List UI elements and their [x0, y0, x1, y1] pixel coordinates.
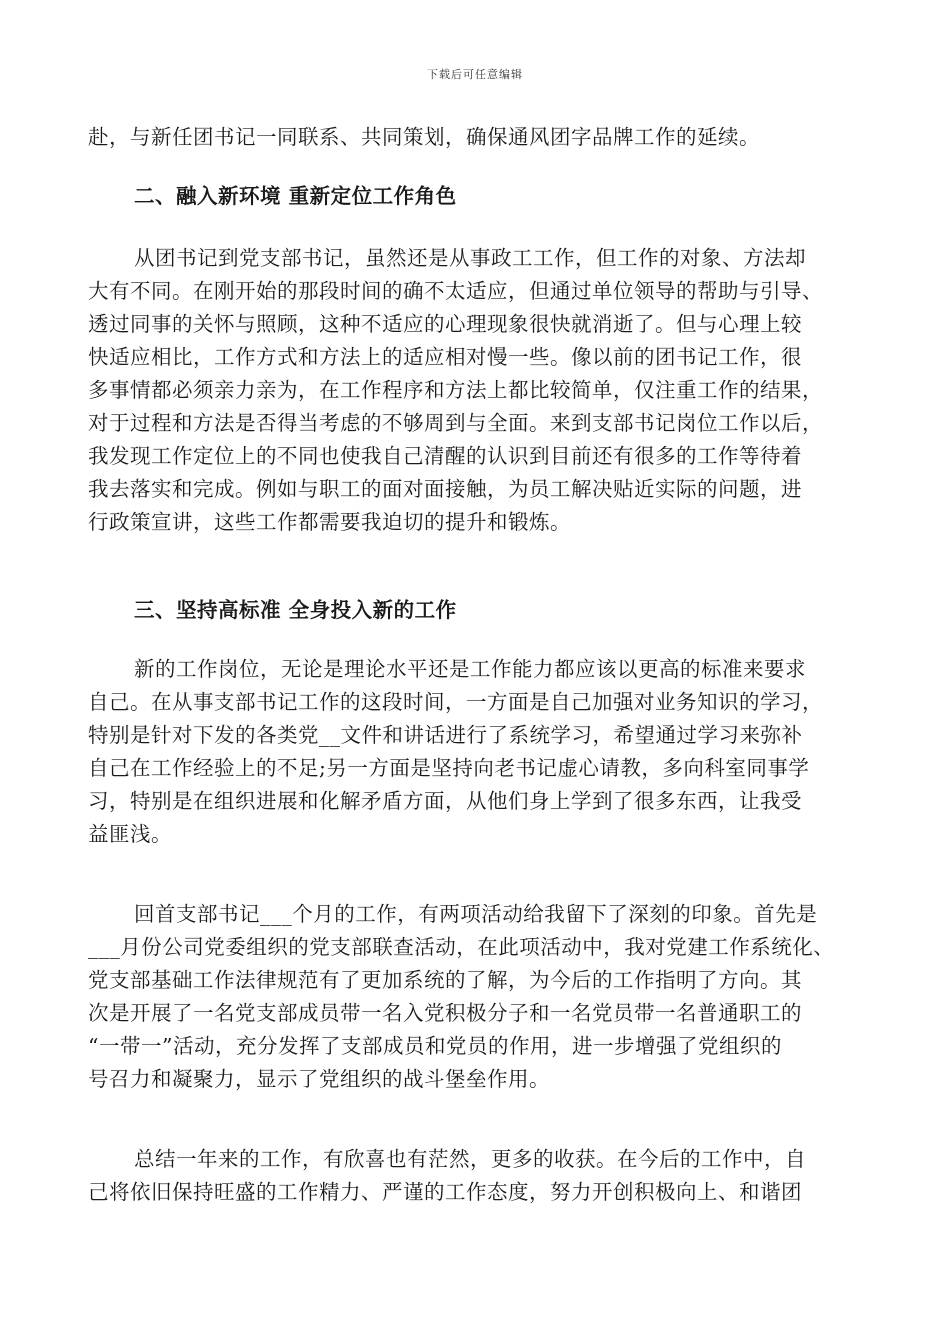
paragraph-line: 己将依旧保持旺盛的工作精力、严谨的工作态度，努力开创积极向上、和谐团 — [88, 1180, 802, 1204]
paragraph-line: ___月份公司党委组织的党支部联查活动，在此项活动中，我对党建工作系统化、 — [88, 935, 835, 959]
paragraph-line: 自己。在从事支部书记工作的这段时间，一方面是自己加强对业务知识的学习， — [88, 690, 823, 714]
paragraph-line: 我去落实和完成。例如与职工的面对面接触，为员工解决贴近实际的问题，进 — [88, 477, 802, 501]
paragraph-line: 回首支部书记___个月的工作，有两项活动给我留下了深刻的印象。首先是 — [134, 902, 818, 926]
paragraph-line: 对于过程和方法是否得当考虑的不够周到与全面。来到支部书记岗位工作以后， — [88, 411, 823, 435]
paragraph-line: 新的工作岗位，无论是理论水平还是工作能力都应该以更高的标准来要求 — [134, 657, 806, 681]
page-header: 下载后可任意编辑 — [427, 68, 523, 81]
paragraph-line: 益匪浅。 — [88, 822, 172, 846]
paragraph-line: 多事情都必须亲力亲为，在工作程序和方法上都比较简单，仅注重工作的结果， — [88, 378, 823, 402]
paragraph-line: 透过同事的关怀与照顾，这种不适应的心理现象很快就消逝了。但与心理上较 — [88, 312, 802, 336]
section-heading: 二、融入新环境 重新定位工作角色 — [134, 184, 457, 208]
paragraph-line: 习，特别是在组织进展和化解矛盾方面，从他们身上学到了很多东西，让我受 — [88, 789, 802, 813]
paragraph-line: 赴，与新任团书记一同联系、共同策划，确保通风团字品牌工作的延续。 — [88, 125, 760, 149]
paragraph-line: 特别是针对下发的各类党__文件和讲话进行了系统学习，希望通过学习来弥补 — [88, 723, 803, 747]
paragraph-line: 行政策宣讲，这些工作都需要我迫切的提升和锻炼。 — [88, 510, 571, 534]
paragraph-line: 次是开展了一名党支部成员带一名入党积极分子和一名党员带一名普通职工的 — [88, 1001, 802, 1025]
paragraph-line: 我发现工作定位上的不同也使我自己清醒的认识到目前还有很多的工作等待着 — [88, 444, 802, 468]
paragraph-line: “一带一”活动，充分发挥了支部成员和党员的作用，进一步增强了党组织的 — [88, 1034, 782, 1058]
paragraph-line: 大有不同。在刚开始的那段时间的确不太适应，但通过单位领导的帮助与引导、 — [88, 279, 823, 303]
paragraph-line: 从团书记到党支部书记，虽然还是从事政工工作，但工作的对象、方法却 — [134, 246, 806, 270]
section-heading: 三、坚持高标准 全身投入新的工作 — [134, 598, 457, 622]
paragraph-line: 自己在工作经验上的不足;另一方面是坚持向老书记虚心请教，多向科室同事学 — [88, 756, 810, 780]
paragraph-line: 党支部基础工作法律规范有了更加系统的了解，为今后的工作指明了方向。其 — [88, 968, 802, 992]
paragraph-line: 快适应相比，工作方式和方法上的适应相对慢一些。像以前的团书记工作，很 — [88, 345, 802, 369]
paragraph-line: 号召力和凝聚力，显示了党组织的战斗堡垒作用。 — [88, 1067, 550, 1091]
paragraph-line: 总结一年来的工作，有欣喜也有茫然，更多的收获。在今后的工作中，自 — [134, 1147, 806, 1171]
